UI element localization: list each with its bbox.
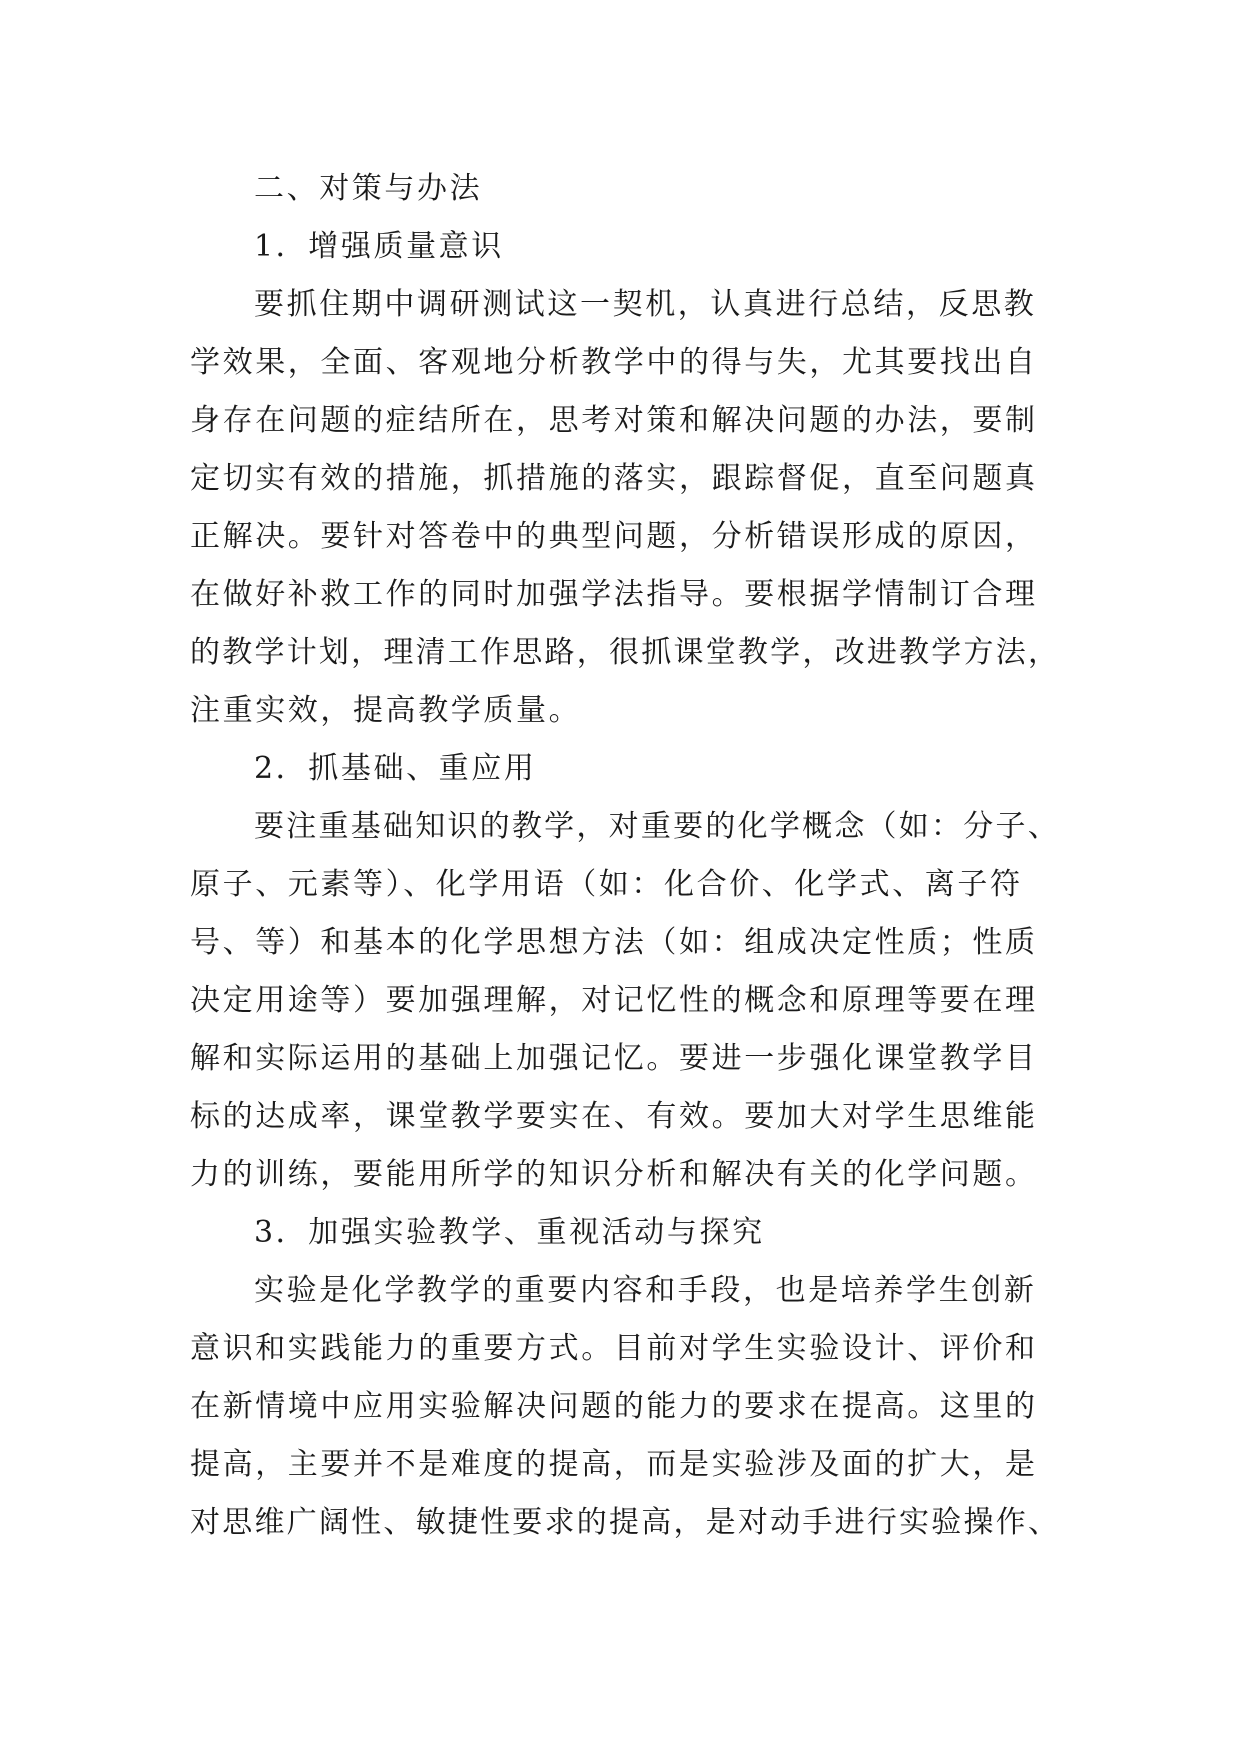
document-body [190, 160, 1061, 1552]
subsection-heading: 3．加强实验教学、重视活动与探究 [254, 1215, 765, 1250]
paragraph-line: 注重实效，提高教学质量。 [190, 693, 582, 728]
paragraph-line: 解和实际运用的基础上加强记忆。要进一步强化课堂教学目 [190, 1041, 1038, 1076]
paragraph-line: 的教学计划，理清工作思路，很抓课堂教学，改进教学方法， [190, 635, 1061, 670]
paragraph-line: 提高，主要并不是难度的提高，而是实验涉及面的扩大，是 [190, 1447, 1038, 1482]
paragraph-line: 意识和实践能力的重要方式。目前对学生实验设计、评价和 [190, 1331, 1038, 1366]
paragraph-line: 实验是化学教学的重要内容和手段，也是培养学生创新 [254, 1273, 1037, 1308]
subsection-heading: 1．增强质量意识 [254, 229, 504, 264]
paragraph-line: 号、等）和基本的化学思想方法（如：组成决定性质；性质 [190, 925, 1038, 960]
paragraph-line: 学效果，全面、客观地分析教学中的得与失，尤其要找出自 [190, 345, 1038, 380]
paragraph-line: 原子、元素等）、化学用语（如：化合价、化学式、离子符 [190, 867, 1023, 902]
paragraph-line: 身存在问题的症结所在，思考对策和解决问题的办法，要制 [190, 403, 1038, 438]
paragraph-line: 标的达成率，课堂教学要实在、有效。要加大对学生思维能 [190, 1099, 1038, 1134]
paragraph-line: 决定用途等）要加强理解，对记忆性的概念和原理等要在理 [190, 983, 1038, 1018]
paragraph-line: 正解决。要针对答卷中的典型问题，分析错误形成的原因， [190, 519, 1038, 554]
paragraph-line: 定切实有效的措施，抓措施的落实，跟踪督促，直至问题真 [190, 461, 1038, 496]
paragraph-line: 力的训练，要能用所学的知识分析和解决有关的化学问题。 [190, 1157, 1038, 1192]
paragraph-line: 对思维广阔性、敏捷性要求的提高，是对动手进行实验操作、 [190, 1505, 1061, 1540]
paragraph-line: 要注重基础知识的教学，对重要的化学概念（如：分子、 [254, 809, 1060, 844]
paragraph-line: 在新情境中应用实验解决问题的能力的要求在提高。这里的 [190, 1389, 1038, 1424]
subsection-heading: 2．抓基础、重应用 [254, 751, 537, 786]
paragraph-line: 要抓住期中调研测试这一契机，认真进行总结，反思教 [254, 287, 1037, 322]
paragraph-line: 在做好补救工作的同时加强学法指导。要根据学情制订合理 [190, 577, 1038, 612]
section-heading: 二、对策与办法 [254, 171, 483, 206]
